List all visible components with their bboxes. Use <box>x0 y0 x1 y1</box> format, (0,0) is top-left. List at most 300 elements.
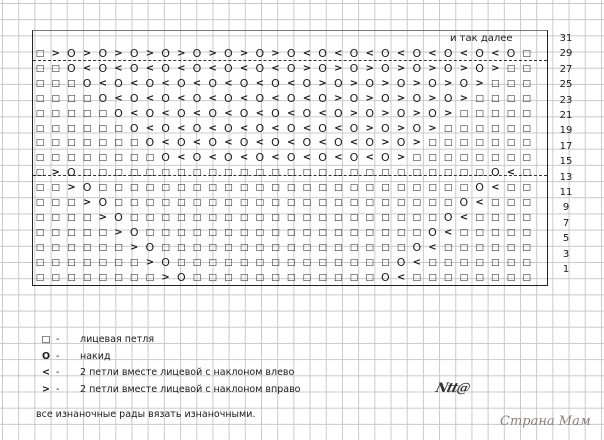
knit-symbol: □ <box>302 227 312 238</box>
yarn-over-symbol: O <box>396 76 406 90</box>
yarn-over-symbol: O <box>443 61 453 75</box>
knit-symbol: □ <box>82 242 92 253</box>
knit-symbol: □ <box>271 198 280 208</box>
k2tog-left-symbol: < <box>239 62 249 74</box>
knit-symbol: □ <box>491 257 500 268</box>
yarn-over-symbol: O <box>412 91 422 105</box>
k2tog-left-symbol: < <box>302 122 312 134</box>
knit-symbol: □ <box>35 272 45 283</box>
knit-symbol: □ <box>224 272 233 283</box>
yarn-over-symbol: O <box>365 106 375 120</box>
legend-symbol: < <box>42 367 50 378</box>
legend-item <box>36 384 301 396</box>
k2tog-right-symbol: > <box>67 182 76 194</box>
yarn-over-symbol: O <box>176 76 186 90</box>
knit-symbol: □ <box>145 153 155 164</box>
knit-symbol: □ <box>286 257 296 268</box>
yarn-over-symbol: O <box>459 196 469 209</box>
yarn-over-symbol: O <box>271 106 280 120</box>
yarn-over-symbol: O <box>192 121 202 135</box>
yarn-over-symbol: O <box>428 106 437 120</box>
knit-symbol: □ <box>208 212 217 223</box>
knit-symbol: □ <box>67 153 76 164</box>
knit-symbol: □ <box>114 272 123 283</box>
row-number: 23 <box>559 94 573 106</box>
knit-symbol: □ <box>506 257 516 268</box>
knit-symbol: □ <box>67 108 76 119</box>
knit-symbol: □ <box>506 123 516 134</box>
knit-symbol: □ <box>506 108 516 119</box>
knit-symbol: □ <box>239 272 249 283</box>
yarn-over-symbol: O <box>161 121 170 135</box>
yarn-over-symbol: O <box>349 61 359 75</box>
yarn-over-symbol: O <box>349 151 359 165</box>
knit-symbol: □ <box>506 212 516 223</box>
legend-symbol: □ <box>41 334 51 345</box>
knit-symbol: □ <box>428 168 437 179</box>
knit-symbol: □ <box>35 227 45 238</box>
knit-symbol: □ <box>318 227 327 238</box>
yarn-over-symbol: O <box>396 136 406 150</box>
knit-symbol: □ <box>459 227 469 238</box>
yarn-over-symbol: O <box>161 91 170 105</box>
legend-dash: - <box>56 383 60 395</box>
yarn-over-symbol: O <box>412 61 422 75</box>
k2tog-left-symbol: < <box>192 137 202 149</box>
yarn-over-symbol: O <box>286 151 296 165</box>
yarn-over-symbol: O <box>67 47 76 60</box>
knit-symbol: □ <box>35 49 45 59</box>
k2tog-right-symbol: > <box>396 122 406 134</box>
knit-symbol: □ <box>239 257 249 268</box>
yarn-over-symbol: O <box>318 121 327 135</box>
knit-symbol: □ <box>349 227 359 238</box>
knit-symbol: □ <box>67 93 76 104</box>
k2tog-right-symbol: > <box>381 137 390 149</box>
k2tog-right-symbol: > <box>302 62 312 74</box>
knit-symbol: □ <box>224 198 233 208</box>
knit-symbol: □ <box>381 183 390 194</box>
yarn-over-symbol: O <box>224 151 233 165</box>
k2tog-right-symbol: > <box>51 48 60 59</box>
knit-symbol: □ <box>522 138 531 149</box>
k2tog-left-symbol: < <box>396 48 406 59</box>
yarn-over-symbol: O <box>365 136 375 150</box>
k2tog-left-symbol: < <box>412 256 421 268</box>
yarn-over-symbol: O <box>475 47 484 60</box>
legend-dash: - <box>56 367 60 378</box>
knit-symbol: □ <box>239 212 249 223</box>
knit-symbol: □ <box>334 227 343 238</box>
k2tog-left-symbol: < <box>82 62 92 74</box>
knit-symbol: □ <box>428 212 437 223</box>
knit-symbol: □ <box>459 242 469 253</box>
knit-symbol: □ <box>161 168 170 179</box>
knit-symbol: □ <box>161 242 170 253</box>
k2tog-left-symbol: < <box>396 271 406 283</box>
knit-symbol: □ <box>459 108 469 119</box>
k2tog-left-symbol: < <box>255 77 264 89</box>
yarn-over-symbol: O <box>208 76 218 90</box>
knit-symbol: □ <box>67 138 76 149</box>
k2tog-right-symbol: > <box>428 62 437 74</box>
row-number: 15 <box>559 156 573 168</box>
k2tog-left-symbol: < <box>161 77 170 89</box>
knit-symbol: □ <box>51 183 60 194</box>
knit-symbol: □ <box>522 78 531 89</box>
knit-symbol: □ <box>381 212 390 223</box>
knit-symbol: □ <box>302 272 312 283</box>
k2tog-right-symbol: > <box>145 256 155 268</box>
yarn-over-symbol: O <box>145 76 155 90</box>
knit-symbol: □ <box>271 227 280 238</box>
knit-symbol: □ <box>302 183 312 194</box>
knit-symbol: □ <box>428 183 437 194</box>
k2tog-right-symbol: > <box>396 62 406 74</box>
knit-symbol: □ <box>318 212 327 223</box>
k2tog-right-symbol: > <box>82 197 92 208</box>
knit-symbol: □ <box>114 138 123 149</box>
k2tog-left-symbol: < <box>224 77 233 89</box>
knit-symbol: □ <box>522 257 531 268</box>
yarn-over-symbol: O <box>67 61 76 75</box>
knit-symbol: □ <box>224 168 233 179</box>
knit-symbol: □ <box>522 49 531 59</box>
knit-symbol: □ <box>177 227 186 238</box>
knit-symbol: □ <box>491 272 500 283</box>
k2tog-right-symbol: > <box>98 211 107 223</box>
knit-symbol: □ <box>475 242 484 253</box>
knit-symbol: □ <box>443 272 453 283</box>
knit-symbol: □ <box>302 257 312 268</box>
k2tog-left-symbol: < <box>177 122 186 134</box>
knit-symbol: □ <box>177 242 186 253</box>
knit-symbol: □ <box>318 198 327 208</box>
yarn-over-symbol: O <box>129 61 139 75</box>
knit-symbol: □ <box>51 272 60 283</box>
knit-symbol: □ <box>192 212 202 223</box>
knit-symbol: □ <box>506 183 516 194</box>
k2tog-right-symbol: > <box>491 62 500 74</box>
k2tog-right-symbol: > <box>475 77 484 89</box>
knit-symbol: □ <box>475 227 484 238</box>
author-signature: Ntt@ <box>433 381 471 396</box>
knit-symbol: □ <box>522 272 531 283</box>
yarn-over-symbol: O <box>412 47 422 60</box>
knit-symbol: □ <box>98 168 108 179</box>
yarn-over-symbol: O <box>224 91 233 105</box>
yarn-over-symbol: O <box>129 91 139 105</box>
knit-symbol: □ <box>286 198 296 208</box>
knit-symbol: □ <box>82 227 92 238</box>
legend-item <box>36 334 154 346</box>
k2tog-left-symbol: < <box>239 122 249 134</box>
k2tog-left-symbol: < <box>428 241 437 253</box>
knit-symbol: □ <box>286 227 296 238</box>
k2tog-left-symbol: < <box>177 152 186 164</box>
knit-symbol: □ <box>396 198 406 208</box>
knit-symbol: □ <box>82 138 92 149</box>
yarn-over-symbol: O <box>271 136 280 150</box>
knit-symbol: □ <box>82 257 92 268</box>
knit-symbol: □ <box>271 272 280 283</box>
knit-symbol: □ <box>334 212 343 223</box>
knit-symbol: □ <box>522 168 531 179</box>
knit-symbol: □ <box>271 257 280 268</box>
knit-symbol: □ <box>98 272 108 283</box>
k2tog-right-symbol: > <box>443 107 453 119</box>
yarn-over-symbol: O <box>82 76 92 90</box>
knit-symbol: □ <box>51 242 60 253</box>
yarn-over-symbol: O <box>192 47 202 60</box>
knit-symbol: □ <box>475 108 484 119</box>
knit-symbol: □ <box>177 212 186 223</box>
knit-symbol: □ <box>365 272 374 283</box>
knit-symbol: □ <box>255 183 265 194</box>
knit-symbol: □ <box>443 257 453 268</box>
knit-symbol: □ <box>208 227 217 238</box>
k2tog-left-symbol: < <box>192 107 202 119</box>
k2tog-left-symbol: < <box>239 92 249 104</box>
knit-symbol: □ <box>412 212 422 223</box>
k2tog-left-symbol: < <box>129 77 139 89</box>
row-number: 27 <box>559 63 573 75</box>
knit-symbol: □ <box>459 123 469 134</box>
knit-symbol: □ <box>35 153 45 164</box>
divider-top <box>33 60 547 61</box>
k2tog-left-symbol: < <box>318 107 327 119</box>
yarn-over-symbol: O <box>349 91 359 105</box>
yarn-over-symbol: O <box>349 121 359 135</box>
k2tog-right-symbol: > <box>318 77 327 89</box>
k2tog-right-symbol: > <box>443 77 453 89</box>
yarn-over-symbol: O <box>255 151 265 165</box>
knit-symbol: □ <box>318 257 327 268</box>
knit-symbol: □ <box>255 272 265 283</box>
knit-symbol: □ <box>506 272 516 283</box>
k2tog-right-symbol: > <box>412 137 421 149</box>
knit-symbol: □ <box>145 212 155 223</box>
knit-symbol: □ <box>51 257 60 268</box>
k2tog-right-symbol: > <box>412 107 421 119</box>
k2tog-right-symbol: > <box>51 167 60 179</box>
knit-symbol: □ <box>443 168 453 179</box>
knit-symbol: □ <box>491 242 500 253</box>
knit-symbol: □ <box>491 93 500 104</box>
k2tog-right-symbol: > <box>381 77 390 89</box>
k2tog-left-symbol: < <box>271 92 280 104</box>
knit-symbol: □ <box>208 257 217 268</box>
yarn-over-symbol: O <box>224 61 233 75</box>
knit-symbol: □ <box>82 123 92 134</box>
yarn-over-symbol: O <box>224 47 233 60</box>
k2tog-left-symbol: < <box>286 107 296 119</box>
row-number: 9 <box>562 202 570 214</box>
k2tog-left-symbol: < <box>302 92 312 104</box>
knit-symbol: □ <box>35 93 45 104</box>
k2tog-left-symbol: < <box>302 48 312 59</box>
knit-symbol: □ <box>51 153 60 164</box>
knit-symbol: □ <box>428 138 437 149</box>
knit-symbol: □ <box>82 93 92 104</box>
yarn-over-symbol: O <box>67 166 76 180</box>
knit-symbol: □ <box>428 153 437 164</box>
knit-symbol: □ <box>522 153 531 164</box>
knit-symbol: □ <box>67 257 76 268</box>
yarn-over-symbol: O <box>239 136 249 150</box>
knit-symbol: □ <box>208 242 217 253</box>
knit-symbol: □ <box>475 168 484 179</box>
yarn-over-symbol: O <box>302 106 312 120</box>
yarn-over-symbol: O <box>176 136 186 150</box>
yarn-over-symbol: O <box>428 225 437 239</box>
knit-symbol: □ <box>145 183 155 194</box>
row-number: 13 <box>559 171 573 183</box>
knit-symbol: □ <box>35 123 45 134</box>
row-number: 17 <box>559 140 573 152</box>
k2tog-left-symbol: < <box>302 152 312 164</box>
knit-symbol: □ <box>35 183 45 194</box>
knit-symbol: □ <box>67 212 76 223</box>
knit-symbol: □ <box>302 212 312 223</box>
knit-symbol: □ <box>349 198 359 208</box>
legend-dash: - <box>56 350 60 362</box>
k2tog-right-symbol: > <box>114 226 123 238</box>
knit-symbol: □ <box>161 198 170 208</box>
k2tog-left-symbol: < <box>208 152 217 164</box>
knit-symbol: □ <box>255 168 265 179</box>
knit-symbol: □ <box>522 108 531 119</box>
legend-symbol: > <box>42 383 50 395</box>
knit-symbol: □ <box>365 198 374 208</box>
knit-symbol: □ <box>145 198 155 208</box>
knit-symbol: □ <box>145 272 155 283</box>
yarn-over-symbol: O <box>506 47 516 60</box>
yarn-over-symbol: O <box>381 47 390 60</box>
knit-symbol: □ <box>396 183 406 194</box>
knit-symbol: □ <box>98 138 108 149</box>
knit-symbol: □ <box>129 257 139 268</box>
knit-symbol: □ <box>67 272 76 283</box>
knit-symbol: □ <box>412 183 422 194</box>
k2tog-left-symbol: < <box>506 167 516 179</box>
knit-symbol: □ <box>35 78 45 89</box>
k2tog-right-symbol: > <box>428 122 437 134</box>
knit-symbol: □ <box>412 272 422 283</box>
knit-symbol: □ <box>365 168 374 179</box>
yarn-over-symbol: O <box>475 181 484 195</box>
knit-symbol: □ <box>192 242 202 253</box>
k2tog-left-symbol: < <box>365 48 374 59</box>
yarn-over-symbol: O <box>208 106 218 120</box>
k2tog-right-symbol: > <box>239 48 249 59</box>
k2tog-left-symbol: < <box>208 92 217 104</box>
k2tog-left-symbol: < <box>224 107 233 119</box>
knit-symbol: □ <box>35 138 45 149</box>
yarn-over-symbol: O <box>271 76 280 90</box>
yarn-over-symbol: O <box>145 106 155 120</box>
knit-symbol: □ <box>255 257 265 268</box>
yarn-over-symbol: O <box>475 61 484 75</box>
k2tog-left-symbol: < <box>318 137 327 149</box>
knit-symbol: □ <box>381 257 390 268</box>
k2tog-left-symbol: < <box>192 77 202 89</box>
knit-symbol: □ <box>51 108 60 119</box>
legend-text: лицевая петля <box>80 334 155 345</box>
knit-symbol: □ <box>475 212 484 223</box>
knit-symbol: □ <box>491 108 500 119</box>
k2tog-left-symbol: < <box>349 137 359 149</box>
knit-symbol: □ <box>98 242 108 253</box>
yarn-over-symbol: O <box>490 166 500 180</box>
knit-symbol: □ <box>255 227 265 238</box>
yarn-over-symbol: O <box>381 91 390 105</box>
knit-symbol: □ <box>255 212 265 223</box>
yarn-over-symbol: O <box>333 76 343 90</box>
yarn-over-symbol: O <box>459 76 469 90</box>
knit-symbol: □ <box>35 168 45 179</box>
k2tog-left-symbol: < <box>177 92 186 104</box>
yarn-over-symbol: O <box>318 61 327 75</box>
knit-symbol: □ <box>443 153 453 164</box>
knit-symbol: □ <box>349 257 359 268</box>
yarn-over-symbol: O <box>176 270 186 284</box>
knit-symbol: □ <box>177 257 186 268</box>
knit-symbol: □ <box>161 183 170 194</box>
k2tog-left-symbol: < <box>334 48 343 59</box>
knit-symbol: □ <box>177 198 186 208</box>
k2tog-left-symbol: < <box>98 77 107 89</box>
k2tog-left-symbol: < <box>255 137 264 149</box>
knit-symbol: □ <box>412 153 422 164</box>
yarn-over-symbol: O <box>129 225 139 239</box>
yarn-over-symbol: O <box>255 61 265 75</box>
knit-symbol: □ <box>381 168 390 179</box>
knit-symbol: □ <box>365 183 374 194</box>
yarn-over-symbol: O <box>192 91 202 105</box>
knit-symbol: □ <box>98 123 108 134</box>
yarn-over-symbol: O <box>286 91 296 105</box>
k2tog-right-symbol: > <box>82 48 92 59</box>
knit-symbol: □ <box>98 108 108 119</box>
knit-symbol: □ <box>129 138 139 149</box>
knit-symbol: □ <box>286 212 296 223</box>
k2tog-left-symbol: < <box>334 152 343 164</box>
k2tog-left-symbol: < <box>475 197 484 208</box>
yarn-over-symbol: O <box>318 151 327 165</box>
knit-symbol: □ <box>522 93 531 104</box>
k2tog-left-symbol: < <box>161 137 170 149</box>
knit-symbol: □ <box>443 123 453 134</box>
knit-symbol: □ <box>98 227 108 238</box>
knit-symbol: □ <box>51 212 60 223</box>
knit-symbol: □ <box>318 168 327 179</box>
yarn-over-symbol: O <box>145 136 155 150</box>
knit-symbol: □ <box>318 272 327 283</box>
yarn-over-symbol: O <box>428 76 437 90</box>
k2tog-left-symbol: < <box>224 137 233 149</box>
knit-symbol: □ <box>522 63 531 74</box>
knit-symbol: □ <box>302 168 312 179</box>
knit-symbol: □ <box>129 272 139 283</box>
k2tog-right-symbol: > <box>114 48 123 59</box>
knit-symbol: □ <box>192 183 202 194</box>
k2tog-right-symbol: > <box>334 92 343 104</box>
k2tog-right-symbol: > <box>396 152 406 164</box>
legend-symbol: O <box>41 350 51 362</box>
knit-symbol: □ <box>271 168 280 179</box>
k2tog-left-symbol: < <box>271 152 280 164</box>
